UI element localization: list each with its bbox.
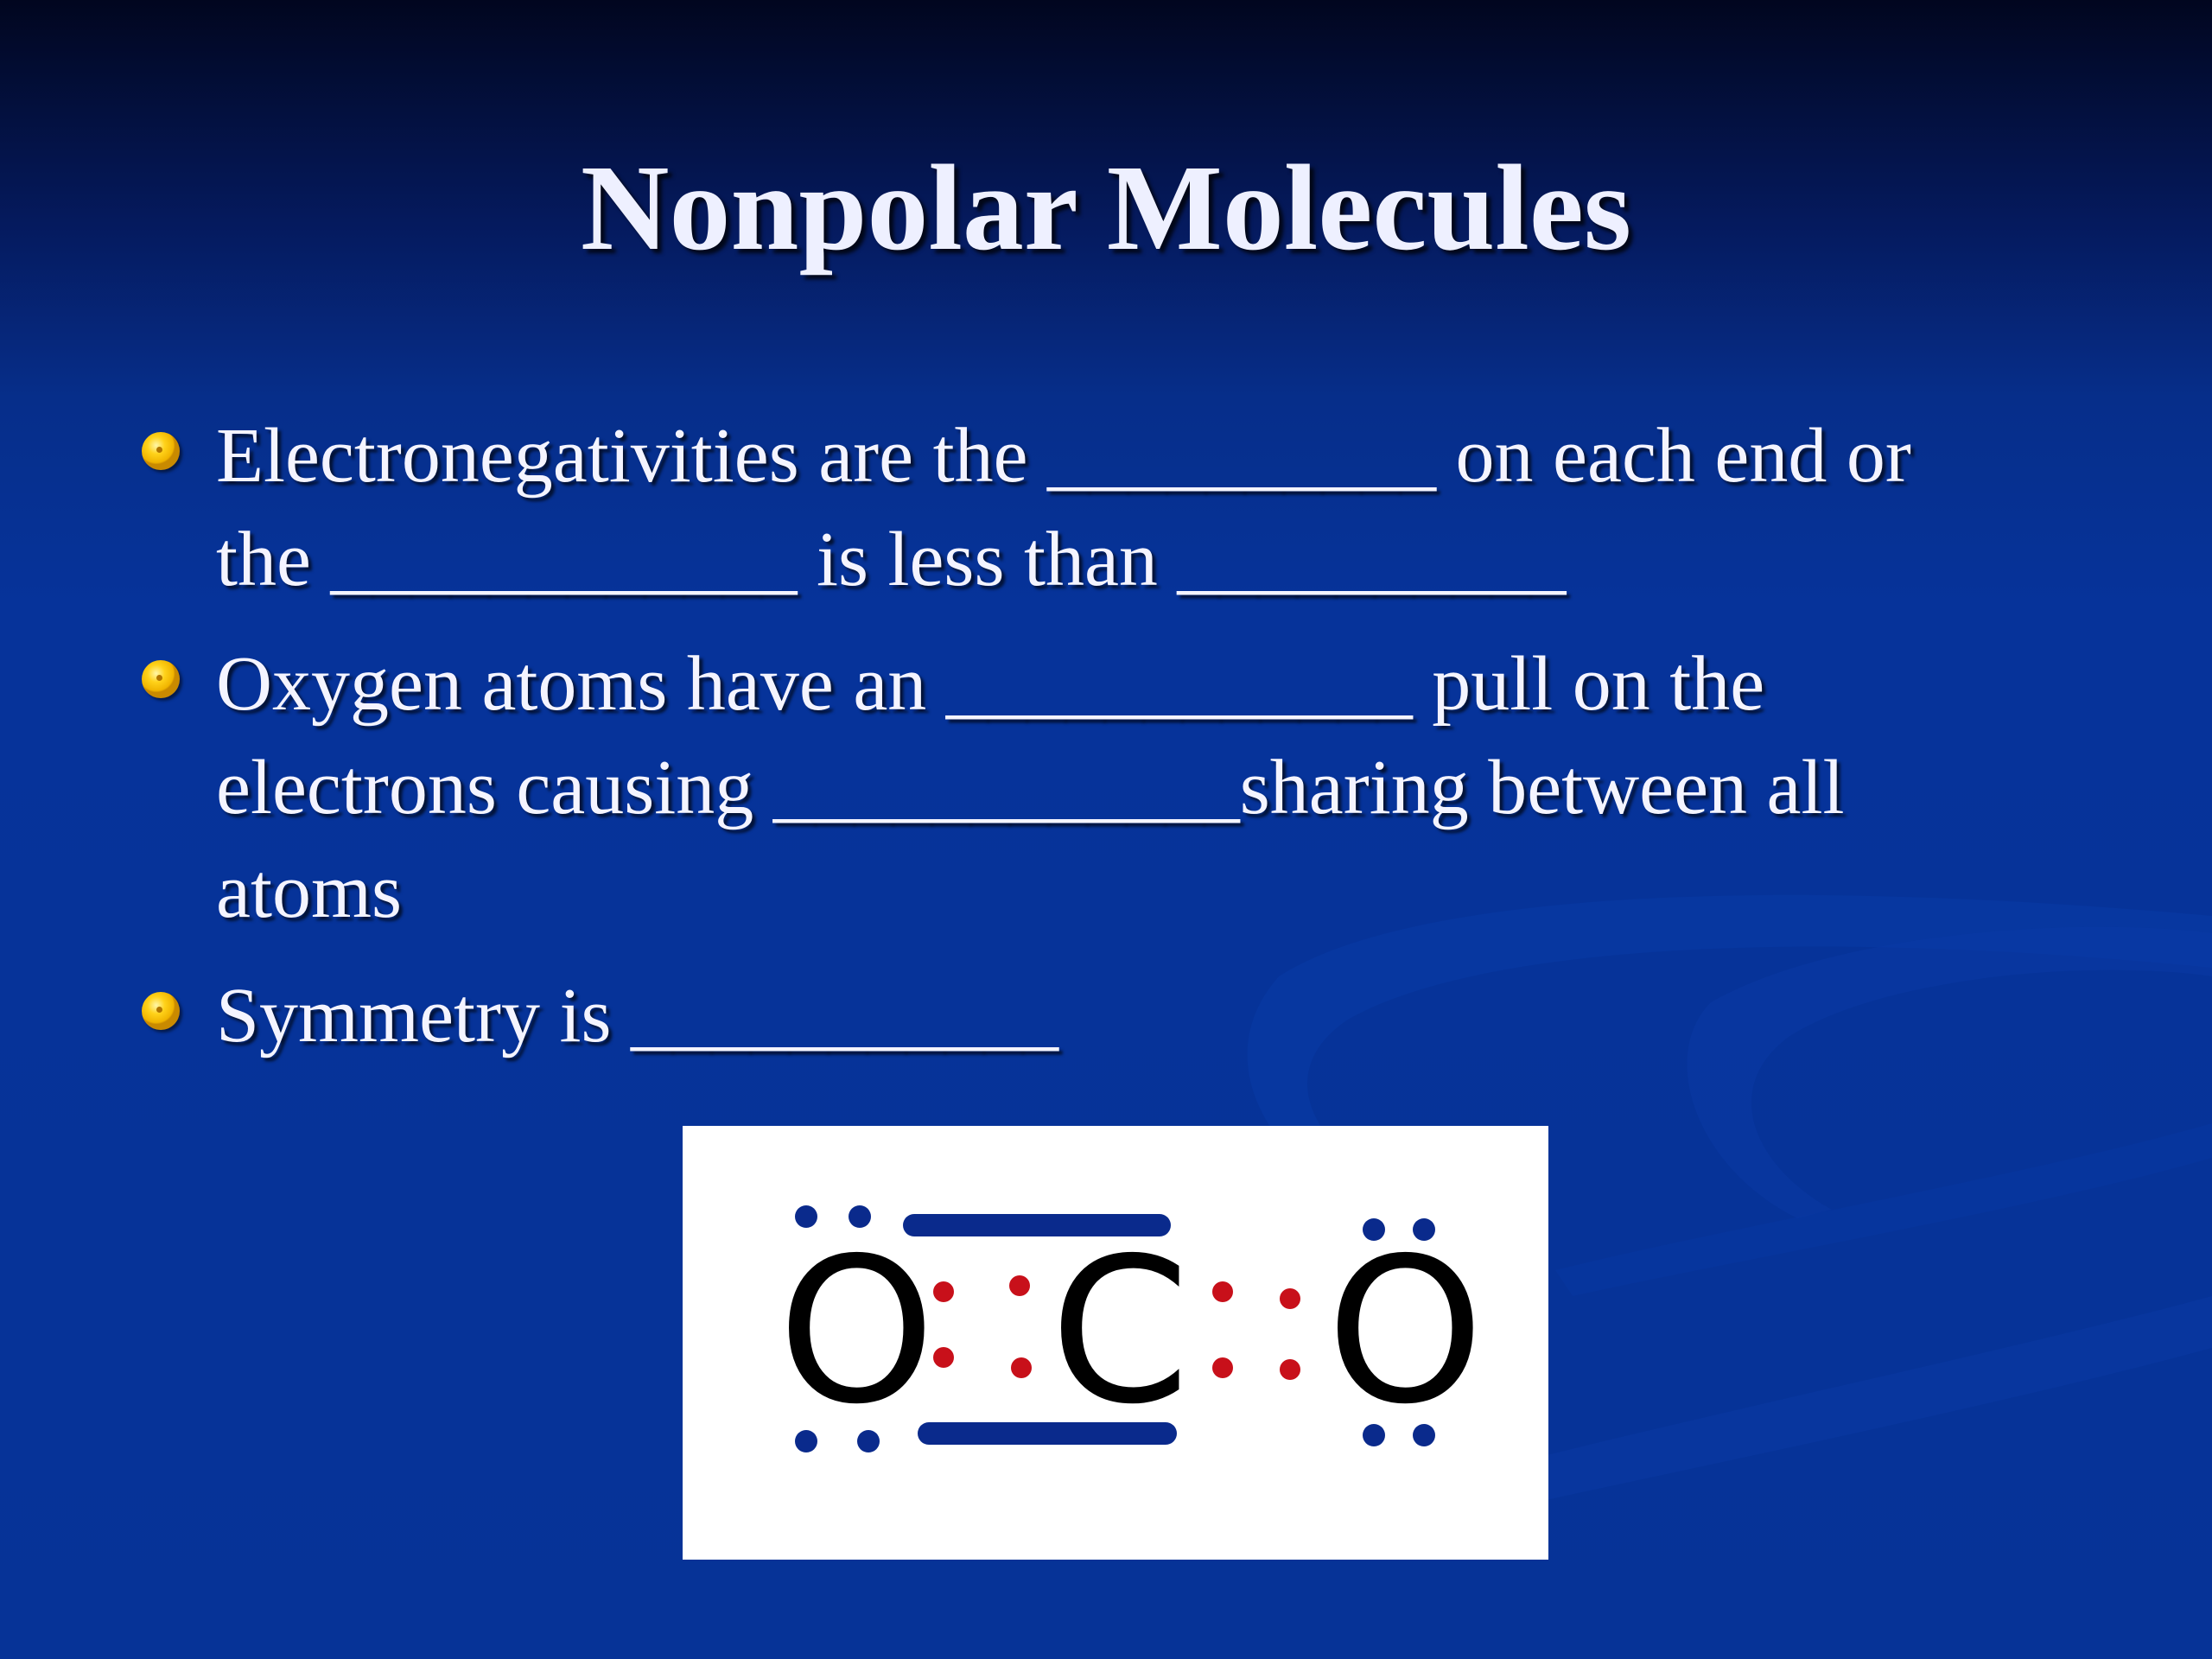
atom-carbon: C — [1050, 1215, 1190, 1448]
bullet-line: atoms — [216, 849, 402, 934]
bullet-line: electrons causing ____________sharing between all — [216, 745, 1845, 830]
bullet-list — [216, 404, 2091, 1089]
shared-electron — [1011, 1357, 1032, 1378]
atom-oxygen-right: O — [1326, 1215, 1484, 1448]
lewis-structure-co2-image — [683, 1126, 1548, 1560]
slide-title: Nonpolar Molecules — [580, 139, 1632, 276]
bullet-item — [216, 404, 2091, 612]
shared-electron — [933, 1347, 954, 1368]
shared-electron — [1009, 1275, 1030, 1296]
bullet-item — [216, 632, 2091, 944]
shared-electron — [1280, 1288, 1300, 1309]
bullet-line: the ____________ is less than __________ — [216, 517, 1567, 602]
atom-oxygen-left: O — [778, 1215, 936, 1448]
bullet-line: Oxygen atoms have an ____________ pull on the — [216, 641, 1765, 727]
shared-electron — [1280, 1359, 1300, 1380]
bullet-icon — [142, 660, 180, 698]
bullet-icon — [142, 992, 180, 1030]
shared-electron — [933, 1281, 954, 1302]
shared-electron — [1212, 1281, 1233, 1302]
bullet-item — [216, 964, 2091, 1068]
shared-electron — [1212, 1357, 1233, 1378]
lewis-structure-diagram — [683, 1126, 1548, 1560]
bullet-line: Electronegativities are the __________ on each end or — [216, 413, 1911, 499]
bullet-icon — [142, 432, 180, 470]
bullet-line: Symmetry is ___________ — [216, 973, 1059, 1058]
